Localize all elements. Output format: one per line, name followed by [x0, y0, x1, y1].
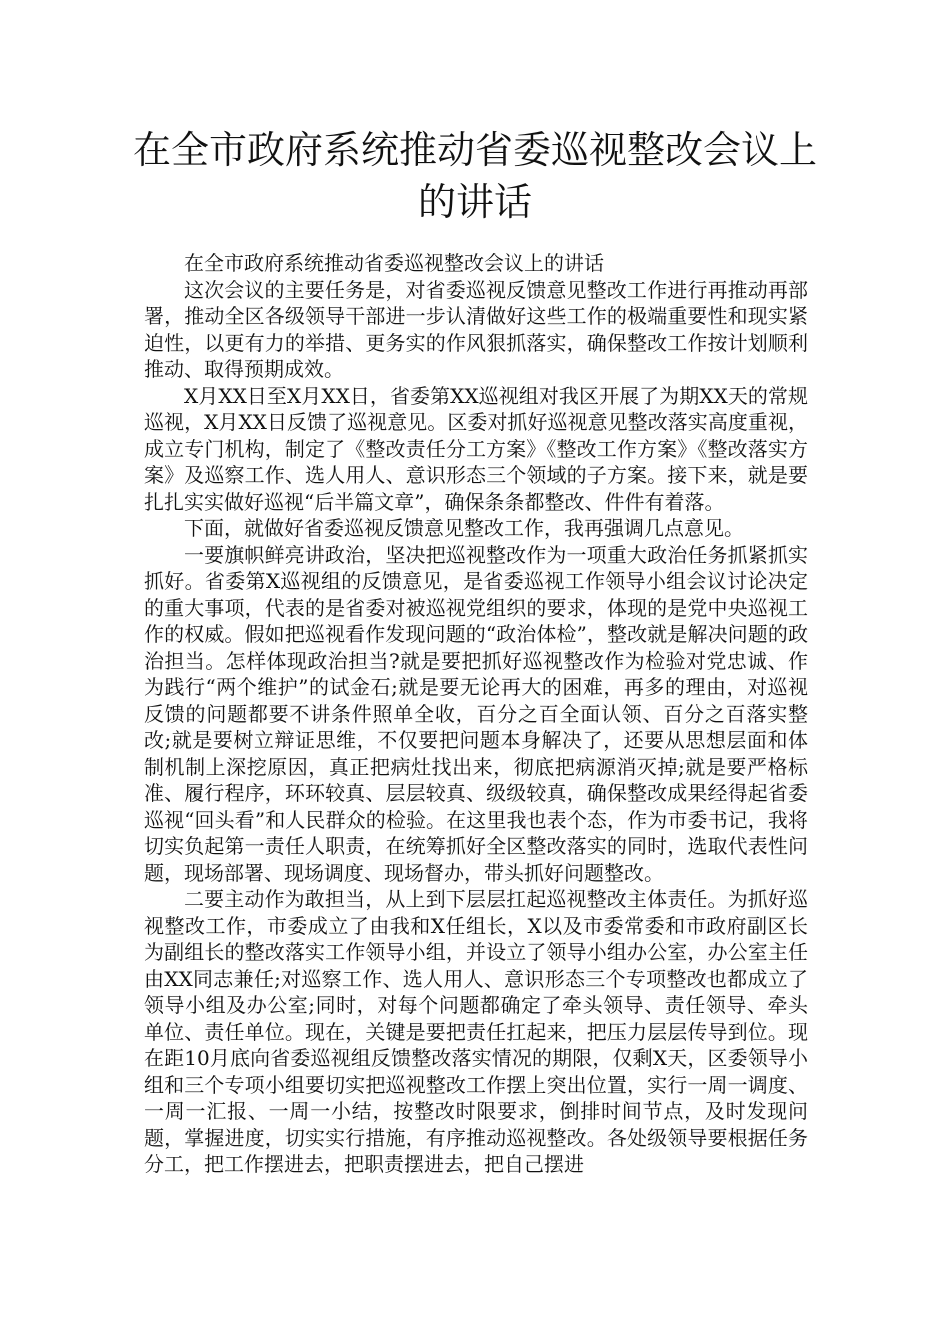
document-body — [144, 250, 808, 1178]
paragraph-background: X月XX日至X月XX日，省委第XX巡视组对我区开展了为期XX天的常规巡视，X月XX日反馈了巡视意见。区委对抓好巡视意见整改落实高度重视，成立专门机构，制定了《整改责任分工方案》《整改工作方案》《整改落实方案》及巡察工作、选人用人、意识形态三个领域的子方案。接下来，就是要扎扎实实做好巡视“后半篇文章”，确保条条都整改、件件有着落。 — [144, 383, 808, 514]
paragraph-intro: 这次会议的主要任务是，对省委巡视反馈意见整改工作进行再推动再部署，推动全区各级领导干部进一步认清做好这些工作的极端重要性和现实紧迫性，以更有力的举措、更务实的作风狠抓落实，确保整改工作按计划顺利推动、取得预期成效。 — [144, 277, 808, 381]
paragraph-point-two: 二要主动作为敢担当，从上到下层层扛起巡视整改主体责任。为抓好巡视整改工作，市委成立了由我和X任组长，X以及市委常委和市政府副区长为副组长的整改落实工作领导小组，并设立了领导小组办公室，办公室主任由XX同志兼任;对巡察工作、选人用人、意识形态三个专项整改也都成立了领导小组及办公室;同时，对每个问题都确定了牵头领导、责任领导、牵头单位、责任单位。现在，关键是要把责任扛起来，把压力层层传导到位。现在距10月底向省委巡视组反馈整改落实情况的期限，仅剩X天，区委领导小组和三个专项小组要切实把巡视整改工作摆上突出位置，实行一周一调度、一周一汇报、一周一小结，按整改时限要求，倒排时间节点，及时发现问题，掌握进度，切实实行措施，有序推动巡视整改。各处级领导要根据任务分工，把工作摆进去，把职责摆进去，把自己摆进 — [144, 887, 808, 1176]
paragraph-subtitle: 在全市政府系统推动省委巡视整改会议上的讲话 — [184, 251, 604, 275]
document-title: 在全市政府系统推动省委巡视整改会议上的讲话 — [132, 128, 817, 224]
paragraph-transition: 下面，就做好省委巡视反馈意见整改工作，我再强调几点意见。 — [184, 516, 744, 540]
paragraph-point-one: 一要旗帜鲜亮讲政治，坚决把巡视整改作为一项重大政治任务抓紧抓实抓好。省委第X巡视组的反馈意见，是省委巡视工作领导小组会议讨论决定的重大事项，代表的是省委对被巡视党组织的要求，体现的是党中央巡视工作的权威。假如把巡视看作发现问题的“政治体检”，整改就是解决问题的政治担当。怎样体现政治担当?就是要把抓好巡视整改作为检验对党忠诚、作为践行“两个维护”的试金石;就是要无论再大的困难，再多的理由，对巡视反馈的问题都要不讲条件照单全收，百分之百全面认领、百分之百落实整改;就是要树立辩证思维，不仅要把问题本身解决了，还要从思想层面和体制机制上深挖原因，真正把病灶找出来，彻底把病源消灭掉;就是要严格标准、履行程序，环环较真、层层较真、级级较真，确保整改成果经得起省委巡视“回头看”和人民群众的检验。在这里我也表个态，作为市委书记，我将切实负起第一责任人职责，在统筹抓好全区整改落实的同时，选取代表性问题，现场部署、现场调度、现场督办，带头抓好问题整改。 — [144, 542, 808, 885]
